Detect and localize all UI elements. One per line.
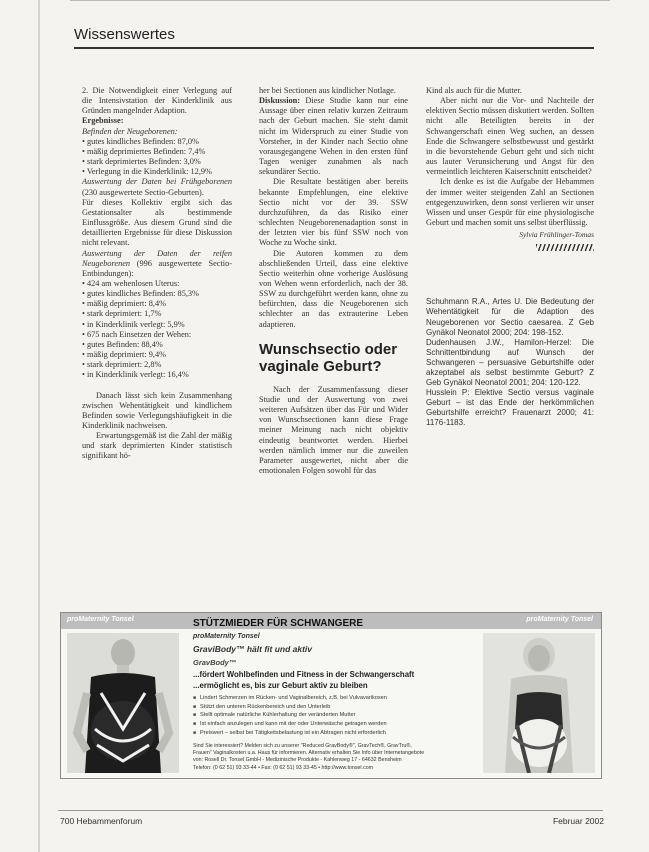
ad-brand-left: proMaternity Tonsel (67, 616, 134, 623)
col3-paragraph-2: Aber nicht nur die Vor- und Nachteile der elektiven Sectio müssen diskutiert werden. Sollten nicht alle Beteiligten bereits in der Schwangerschaft einen Weg suchen, an dessen Ende die Schwangere selbstbewusst und gestärkt in die bevorstehende Geburt geht und sich nicht aus lauter Verunsicherung und Angst für den vermeintlich leichteren Kaiserschnitt entscheidet? (426, 96, 594, 177)
reference-item: Husslein P: Elektive Sectio versus vaginale Geburt – ist das Ende der herkömmlichen Geburtshilfe erreicht? Frauenarzt 2000; 41: 1176-1183. (426, 388, 594, 428)
mature-count: (996 ausgewertete Sectio-Entbindungen): (82, 258, 232, 278)
ad-photo-right (483, 633, 595, 773)
col1-paragraph-2: Für dieses Kollektiv ergibt sich das Gestationsalter als bestimmende Einflussgröße. Aus diesem Grund sind die detaillierten Ergebnisse für diese Diskussion nicht relevant. (82, 197, 232, 248)
author-signature: Sylvia Frühlinger-Tomas (519, 230, 594, 240)
ad-claim: ...fördert Wohlbefinden und Fitness in der Schwangerschaft (193, 670, 415, 679)
mature-item: • in Kinderklinik verlegt: 5,9% (82, 319, 185, 329)
ad-photo-left-figure (67, 633, 179, 773)
preterm-heading: Auswertung der Daten bei Frühgeborenen (82, 177, 232, 187)
top-rule (70, 0, 610, 1)
mature-item: • mäßig deprimiert: 9,4% (82, 350, 167, 360)
preterm-count: (230 ausgewertete Sectio-Geburten). (82, 187, 204, 197)
mature-item: • stark deprimiert: 2,8% (82, 360, 162, 370)
ad-feature: ■ Lindert Schmerzen im Rücken- und Vaginalbereich, z.B. bei Vulvavarikosen (193, 694, 483, 703)
col3-paragraph-3: Ich denke es ist die Aufgabe der Hebammen der immer weiter steigenden Zahl an Sectionen entgegenzuwirken, denn sonst verlieren wir unser Wissen und unser Gespür für eine physiologische Geburt und machen somit uns selbst überflüssig. (426, 177, 594, 228)
ad-feature: ■ Stellt optimale natürliche Kühlerhaltung der veränderten Mutter (193, 711, 483, 720)
column-3 (426, 86, 594, 429)
results-heading: Ergebnisse: (82, 116, 124, 126)
ad-photo-left (67, 633, 179, 773)
newborn-heading: Befinden der Neugeborenen: (82, 126, 178, 136)
section-headline: Wunschsectio oder vaginale Geburt? (259, 340, 398, 375)
mature-item: • mäßig deprimiert: 8,4% (82, 299, 167, 309)
ad-title: STÜTZMIEDER FÜR SCHWANGERE (193, 618, 363, 629)
ad-contact-line: von: Rosell Dr. Tonsel GmbH - Medizinische Produkte - Kahlenweg 17 - 64632 Bensheim (193, 757, 402, 764)
section-heading: Wissenswertes (74, 26, 175, 43)
ad-feature-list (193, 694, 483, 738)
ad-slogan: GraviBody™ hält fit und aktiv (193, 644, 313, 654)
ad-contact-line: Telefon: (0 62 51) 93 33-44 • Fax: (0 62 51) 93 33-45 • http://www.tonsel.com (193, 764, 374, 771)
ad-feature: ■ Ist einfach anzulegen und kann mit der oder Unterwäsche getragen werden (193, 720, 483, 729)
mature-item: • gutes Befinden: 88,4% (82, 339, 163, 349)
references (426, 297, 594, 428)
footer-rule (58, 810, 603, 811)
mature-item: • 424 am wehenlosen Uterus: (82, 278, 180, 288)
mature-section (82, 249, 232, 279)
ad-feature: ■ Preiswert – selbst bei Tätigkeitsbelastung ist ein Abtragen nicht erforderlich (193, 729, 483, 738)
mature-item: • gutes kindliches Befinden: 85,3% (82, 289, 199, 299)
mature-heading: Auswertung der Daten der reifen Neugeborenen (82, 248, 232, 268)
heading-rule (74, 47, 594, 49)
newborn-item: • gutes kindliches Befinden: 87,0% (82, 136, 199, 146)
ad-photo-right-figure (483, 633, 595, 773)
ad-contact-line: Frauen" Vaginalkosten u.a. Haus für informieren. Alternativ erhalten Sie Info über Internetangebote (193, 750, 425, 757)
ad-feature: ■ Stützt den unteren Rückenbereich und den Unterleib (193, 703, 483, 712)
reference-item: Schuhmann R.A., Artes U. Die Bedeutung der Wehentätigkeit für die Adaption des Neugeborenen vor Sectio caesarea. Z Geb Gynäkol Neonatol 2000; 204: 198-152. (426, 297, 594, 337)
ad-product: GravBody™ (193, 658, 237, 667)
ad-contact (193, 743, 483, 772)
ad-subtitle: proMaternity Tonsel (193, 633, 260, 640)
preterm-section (82, 177, 232, 197)
advertisement (60, 612, 602, 779)
mature-item: • stark deprimiert: 1,7% (82, 309, 162, 319)
footer-page-info: 700 Hebammenforum (60, 816, 143, 826)
mature-item: • 675 nach Einsetzen der Wehen: (82, 329, 192, 339)
column-2 (259, 86, 408, 476)
discussion-text: Diese Studie kann nur eine Aussage über einen relativ kurzen Zeitraum nach der Geburt machen. Sie steht damit nicht im Widerspruch zu einer Studie von Vorsteher, in der Kinder nach Sectio ohne vorausgegangene Wehen in den ersten fünf Tagen weniger zunahmen als nach sekundärer Sectio. (259, 96, 408, 177)
discussion-label: Diskussion: (259, 96, 301, 106)
col2-paragraph-2: Die Resultate bestätigen aber bereits bekannte Empfehlungen, eine elektive Sectio nicht vor der 39. SSW durchzuführen, da das Risiko einer schlechten Neugeborenenadaption sonst in der letzten vier bis fünf SSW noch von Woche zu Woche sinkt. (259, 177, 408, 248)
col2-paragraph-1: her bei Sectionen aus kindlicher Notlage. (259, 86, 396, 95)
discussion-paragraph (259, 96, 408, 177)
ad-content (185, 613, 485, 778)
ad-brand-right: proMaternity Tonsel (526, 616, 593, 623)
mature-item: • in Kinderklinik verlegt: 16,4% (82, 370, 189, 380)
newborn-item: • stark deprimiertes Befinden: 3,0% (82, 157, 201, 167)
page-edge (38, 0, 40, 852)
ad-contact-line: Sind Sie interessiert? Melden sich zu unserer "Reduced GravBody®", GravTech®, GravTru®, (193, 743, 412, 749)
col1-paragraph-3: Danach lässt sich kein Zusammenhang zwischen Wehentätigkeit und kindlichem Befinden sowie Verlegungshäufigkeit in die Kinderklinik nachweisen. (82, 390, 232, 430)
reference-item: Dudenhausen J.W., Hamilon-Herzel: Die Schnittentbindung auf Wunsch der Schwangeren – persuasive Geburtshilfe oder akzeptabel als selbst bestimmte Geburt? Z Geb Gynäkol Neonatol 2001; 204: 120-122. (426, 337, 594, 388)
col3-paragraph-1: Kind als auch für die Mutter. (426, 86, 522, 95)
newborn-item: • mäßig deprimiertes Befinden: 7,4% (82, 146, 206, 156)
footer-date: Februar 2002 (552, 816, 604, 826)
col1-paragraph-1: 2. Die Notwendigkeit einer Verlegung auf die Intensivstation der Kinderklinik aus Gründen mangelnder Adaption. (82, 86, 232, 116)
ad-claim: ...ermöglicht es, bis zur Geburt aktiv zu bleiben (193, 681, 368, 690)
column-1 (82, 86, 232, 462)
col1-paragraph-4: Erwartungsgemäß ist die Zahl der mäßig und stark deprimierten Kinder statistisch signifikant hö- (82, 431, 232, 461)
col2-paragraph-3: Die Autoren kommen zu dem abschließenden Urteil, dass eine elektive Sectio weiterhin ohne vorherige Auslösung von Wehen wenn erforderlich, nach der 38. SSW zu durchgeführt werden kann, ohne zu befürchten, dass die Neugeborenen sich schlechter an das extrauterine Leben adaptieren. (259, 248, 408, 329)
decorative-hatch (536, 244, 594, 251)
newborn-item: • Verlegung in die Kinderklinik: 12,9% (82, 167, 212, 177)
col2-paragraph-4: Nach der Zusammenfassung dieser Studie und der Auswertung von zwei weiteren Aufsätzen über das Für und Wider von Wunschsectionen kann diese Frage meiner Meinung nach nicht objektiv eindeutig beantwortet werden. Hierbei werden nämlich immer nur die zuweilen Parameter ausgewertet, nicht aber die emotionalen Folgen sowohl für das (259, 384, 408, 475)
